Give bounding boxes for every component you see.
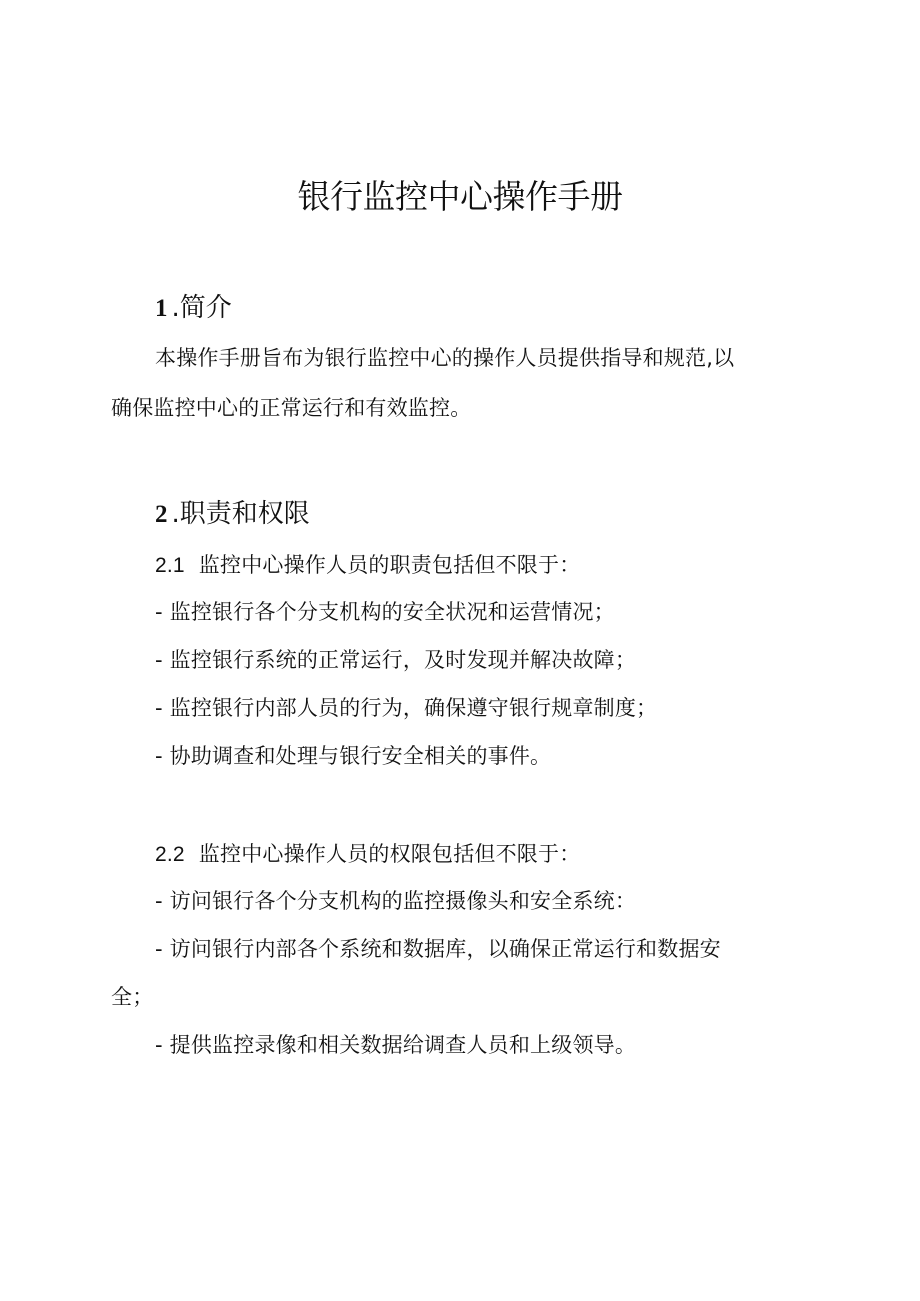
list-item: - 监控银行内部人员的行为，确保遵守银行规章制度； bbox=[155, 696, 658, 720]
list-item: - 访问银行各个分支机构的监控摄像头和安全系统： bbox=[155, 889, 637, 913]
subsection-2-1-intro bbox=[155, 550, 580, 581]
list-item: - 访问银行内部各个系统和数据库，以确保正常运行和数据安 bbox=[155, 937, 721, 961]
section-2-title: .职责和权限 bbox=[171, 499, 310, 529]
section-1-title: .简介 bbox=[171, 293, 232, 323]
section-1-heading bbox=[155, 291, 232, 326]
section-1-paragraph-line-1: 本操作手册旨布为银行监控中心的操作人员提供指导和规范,以 bbox=[155, 346, 735, 370]
section-2-heading bbox=[155, 497, 310, 532]
list-item: - 提供监控录像和相关数据给调查人员和上级领导。 bbox=[155, 1033, 637, 1057]
list-item: - 监控银行系统的正常运行，及时发现并解决故障； bbox=[155, 648, 637, 672]
list-item: - 监控银行各个分支机构的安全状况和运营情况； bbox=[155, 600, 615, 624]
list-item-continuation: 全； bbox=[111, 985, 154, 1009]
subsection-2-2-text: 监控中心操作人员的权限包括但不限于： bbox=[198, 842, 581, 866]
section-2-number: 2 bbox=[155, 501, 168, 528]
subsection-2-1-number: 2.1 bbox=[155, 554, 185, 577]
document-title: 银行监控中心操作手册 bbox=[297, 177, 623, 216]
list-item: - 协助调查和处理与银行安全相关的事件。 bbox=[155, 744, 552, 768]
section-1-paragraph-line-2: 确保监控中心的正常运行和有效监控。 bbox=[111, 396, 472, 420]
subsection-2-2-number: 2.2 bbox=[155, 843, 185, 866]
subsection-2-1-text: 监控中心操作人员的职责包括但不限于： bbox=[198, 553, 581, 577]
section-1-number: 1 bbox=[155, 295, 168, 322]
subsection-2-2-intro bbox=[155, 839, 580, 870]
